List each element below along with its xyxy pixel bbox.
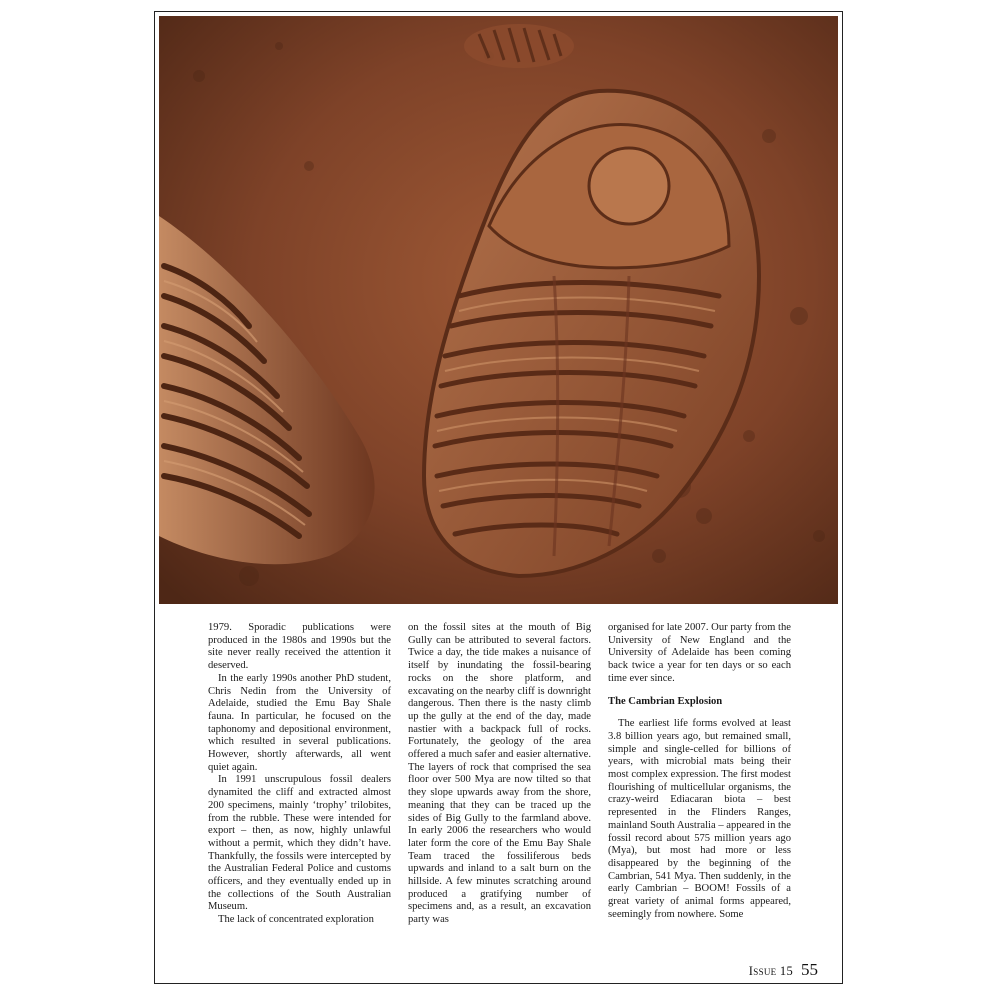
fossil-illustration (159, 16, 838, 604)
paragraph: In the early 1990s another PhD student, Chris Nedin from the University of Adelaide, studied the Emu Bay Shale fauna. In particular, he focused on the taphonomy and depositional environment, which resulted in several publications. However, shortly afterwards, all went quiet again. (208, 672, 391, 773)
paragraph: The lack of concentrated exploration (218, 914, 374, 926)
paragraph: In 1991 unscrupulous fossil dealers dynamited the cliff and extracted almost 200 specimens, mainly ‘trophy’ trilobites, from the rubble. These were intended for export – then, as now, highly unlawful without a permit, which they didn’t have. Thankfully, the fossils were intercepted by the Australian Federal Police and customs officers, and they eventually ended up in the collections of the South Australian Museum. (208, 774, 391, 913)
text-column-2 (408, 622, 591, 927)
page-footer (749, 960, 818, 980)
text-column-1 (208, 622, 391, 927)
trilobite-fossil-photo (159, 16, 838, 604)
paragraph: organised for late 2007. Our party from the University of New England and the University of Adelaide has been coming back twice a year for ten days or so each time ever since. (608, 622, 791, 684)
page-number: 55 (801, 960, 818, 979)
paragraph: 1979. Sporadic publications were produced in the 1980s and 1990s but the site never really received the attention it deserved. (208, 622, 391, 672)
section-heading: The Cambrian Explosion (608, 695, 723, 707)
magazine-page (154, 11, 843, 984)
small-trilobite (464, 24, 574, 68)
issue-label: Issue 15 (748, 964, 793, 978)
paragraph: The earliest life forms evolved at least 3.8 billion years ago, but remained small, simple and single-celled for billions of years, with microbial mats being their most complex expression. The first modest flourishing of multicellular organisms, the crazy-weird Ediacaran biota – best represented in the Flinders Ranges, mainland South Australia – appeared in the fossil record about 575 million years ago (Mya), but most had more or less disappeared by the beginning of the Cambrian, 541 Mya. Then suddenly, in the early Cambrian – BOOM! Fossils of a great variety of animal forms appeared, seemingly from nowhere. Some (608, 718, 791, 920)
paragraph: on the fossil sites at the mouth of Big Gully can be attributed to several factors. Twice a day, the tide makes a nuisance of itself by inundating the fossil-bearing rocks on the shore platform, and excavating on the nearby cliff is downright dangerous. Then there is the nasty climb up the gully at the end of the day, made nastier with a backpack full of rocks. Fortunately, the geology of the area offered a much safer and easier alternative. The layers of rock that comprised the sea floor over 500 Mya are now tilted so that they slope upwards away from the shore, meaning that they can be traced up the sides of Big Gully to the farmland above. In early 2006 the researchers who would later form the core of the Emu Bay Shale Team traced the fossiliferous beds upwards and inland to a salt burn on the hillside. A few minutes scratching around produced a gratifying number of specimens and, as a result, an excavation party was (408, 622, 591, 926)
text-column-3 (608, 622, 791, 921)
